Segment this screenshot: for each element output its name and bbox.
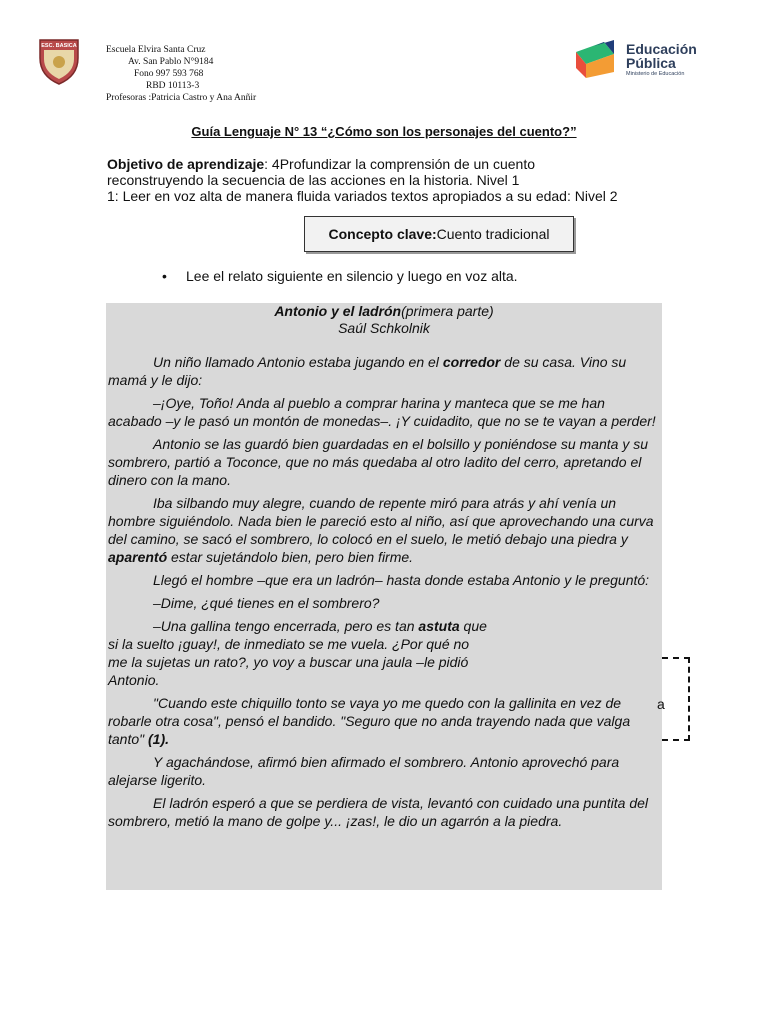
objective-section xyxy=(107,156,660,204)
keyword-corredor: corredor xyxy=(442,354,501,370)
instruction-item xyxy=(162,268,518,284)
objective-text-2: reconstruyendo la secuencia de las acciones en la historia. Nivel 1 xyxy=(107,172,520,188)
school-address: Av. San Pablo N°9184 xyxy=(128,57,214,67)
objective-text-1: : 4Profundizar la comprensión de un cuento xyxy=(264,156,535,172)
story-subtitle: (primera parte) xyxy=(401,303,494,319)
school-teachers: Profesoras :Patricia Castro y Ana Anñir xyxy=(106,93,257,103)
school-logo-text: ESC. BASICA xyxy=(41,43,77,49)
bullet-icon: • xyxy=(162,268,167,284)
story-panel xyxy=(106,303,662,890)
side-note-box xyxy=(662,657,690,741)
school-rbd: RBD 10113-3 xyxy=(146,81,200,91)
side-note-fragment: a xyxy=(657,696,665,712)
ministry-line1: Educación xyxy=(626,41,697,57)
story-paragraph: "Cuando este chiquillo tonto se vaya yo me quedo con la gallinita en vez de robarle otra cosa", pensó el bandido. "Seguro que no anda trayendo nada que valga tanto" (1). xyxy=(108,695,631,747)
story-body xyxy=(106,353,662,830)
school-phone: Fono 997 593 768 xyxy=(134,69,204,79)
ministry-text xyxy=(626,42,697,78)
keyword-astuta: astuta xyxy=(418,618,460,634)
objective-text-3: 1: Leer en voz alta de manera fluida variados textos apropiados a su edad: Nivel 2 xyxy=(107,188,618,204)
story-author: Saúl Schkolnik xyxy=(338,320,430,336)
ministry-line3: Ministerio de Educación xyxy=(626,71,685,77)
school-logo xyxy=(36,36,82,86)
story-paragraph: Iba silbando muy alegre, cuando de repente miró para atrás y ahí venía un hombre siguiéndolo. Nada bien le pareció esto al niño, así que aprovechando una curva del camino, se sacó el sombrero, lo colocó en el suelo, le metió debajo una piedra y aparentó estar sujetándolo bien, pero bien firme. xyxy=(108,495,654,565)
footnote-marker: (1). xyxy=(148,731,169,747)
school-info xyxy=(106,44,256,104)
story-paragraph: Antonio se las guardó bien guardadas en el bolsillo y poniéndose su manta y su sombrero, partió a Toconce, que no más quedaba al otro ladito del cerro, apretando el dinero con la mano. xyxy=(108,436,648,488)
key-concept-box xyxy=(304,216,574,252)
story-title: Antonio y el ladrón xyxy=(274,303,402,319)
ministry-line2: Pública xyxy=(626,55,676,71)
concept-value: Cuento tradicional xyxy=(436,226,550,242)
story-paragraph: Y agachándose, afirmó bien afirmado el sombrero. Antonio aprovechó para alejarse ligerito. xyxy=(108,754,620,788)
story-paragraph: Un niño llamado Antonio estaba jugando en el corredor de su casa. Vino su mamá y le dijo: xyxy=(108,354,627,388)
story-paragraph: –Una gallina tengo encerrada, pero es tan astuta que si la suelto ¡guay!, de inmediato se me vuela. ¿Por qué no me la sujetas un rato?, yo voy a buscar una jaula –le pidió Antonio. xyxy=(108,618,487,688)
story-paragraph: El ladrón esperó a que se perdiera de vista, levantó con cuidado una puntita del sombrero, metió la mano de golpe y... ¡zas!, le dio un agarrón a la piedra. xyxy=(108,795,649,829)
concept-label: Concepto clave: xyxy=(328,226,437,242)
story-paragraph: –Dime, ¿qué tienes en el sombrero? xyxy=(153,595,380,611)
instruction-text: Lee el relato siguiente en silencio y luego en voz alta. xyxy=(186,268,518,284)
objective-label: Objetivo de aprendizaje xyxy=(107,156,265,172)
story-paragraph: –¡Oye, Toño! Anda al pueblo a comprar harina y manteca que se me han acabado –y le pasó un montón de monedas–. ¡Y cuidadito, que no se te vayan a perder! xyxy=(108,395,656,429)
story-header xyxy=(106,303,662,337)
keyword-aparento: aparentó xyxy=(108,549,168,565)
story-paragraph: Llegó el hombre –que era un ladrón– hasta donde estaba Antonio y le preguntó: xyxy=(153,572,650,588)
school-name: Escuela Elvira Santa Cruz xyxy=(106,45,206,55)
guide-title: Guía Lenguaje N° 13 “¿Cómo son los personajes del cuento?” xyxy=(191,124,577,139)
